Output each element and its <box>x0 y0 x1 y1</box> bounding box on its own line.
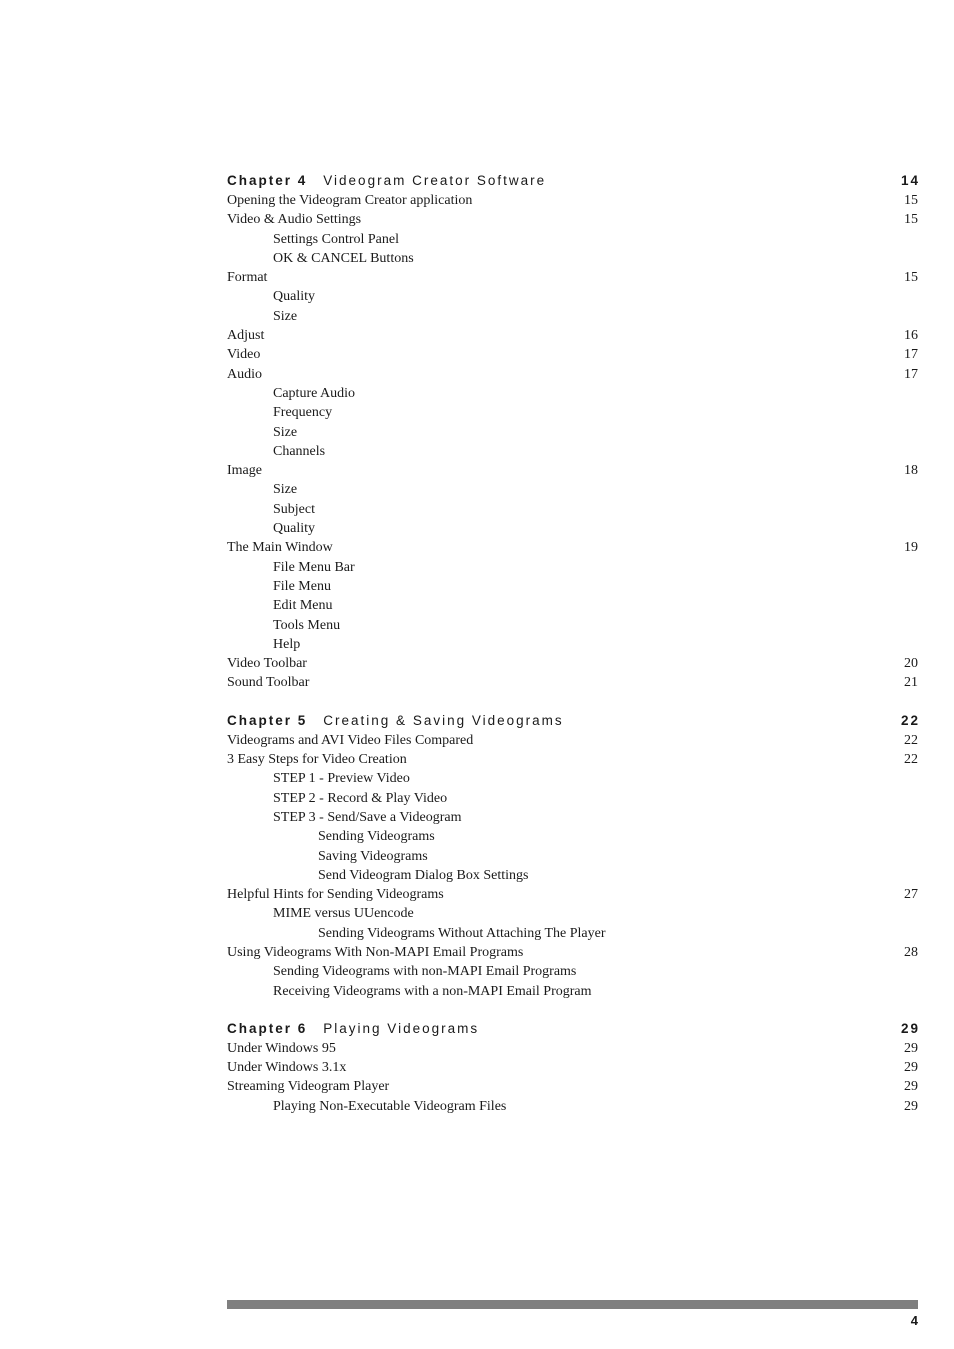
toc-entry-title: Sending Videograms Without Attaching The Player <box>318 925 606 941</box>
toc-entry-title: Capture Audio <box>273 385 356 401</box>
chapter-page-number: 22 <box>900 712 920 728</box>
toc-entry-page: 19 <box>904 540 918 556</box>
toc-entry-level-2[interactable] <box>227 558 918 577</box>
toc-entry-title: Subject <box>273 501 315 517</box>
toc-entry-level-2[interactable] <box>227 596 918 615</box>
toc-entry-level-1[interactable] <box>227 654 918 673</box>
toc-entry-page: 27 <box>904 887 918 903</box>
chapter-label: Chapter 4 <box>227 173 308 188</box>
chapter-label: Chapter 6 <box>227 1020 308 1036</box>
toc-entry-level-1[interactable] <box>227 731 918 750</box>
toc-entry-title: Sending Videograms <box>318 829 435 845</box>
chapter-label: Chapter 5 <box>227 712 308 728</box>
toc-entry-level-1[interactable] <box>227 210 918 229</box>
toc-entry-level-1[interactable] <box>227 191 918 210</box>
toc-entry-title: The Main Window <box>227 540 333 556</box>
toc-entry-title: Sending Videograms with non-MAPI Email Programs <box>273 964 577 980</box>
toc-entry-page: 22 <box>904 752 918 768</box>
toc-entry-title: Saving Videograms <box>318 848 428 864</box>
toc-entry-level-2[interactable] <box>227 287 918 306</box>
toc-entry-level-3[interactable] <box>227 866 918 885</box>
toc-entry-level-3[interactable] <box>227 924 918 943</box>
toc-entry-level-1[interactable] <box>227 673 918 692</box>
toc-entry-title: Tools Menu <box>273 617 341 633</box>
toc-entry-title: Settings Control Panel <box>273 231 399 247</box>
toc-entry-title: File Menu Bar <box>273 559 355 575</box>
toc-entry-level-2[interactable] <box>227 500 918 519</box>
toc-entry-title: Size <box>273 482 298 498</box>
toc-entry-title: MIME versus UUencode <box>273 906 414 922</box>
toc-entry-title: Adjust <box>227 328 265 344</box>
toc-entry-page: 20 <box>904 656 918 672</box>
toc-entry-page: 15 <box>904 212 918 228</box>
toc-entry-title: Using Videograms With Non-MAPI Email Programs <box>227 944 524 960</box>
toc-entry-title: Helpful Hints for Sending Videograms <box>227 887 444 903</box>
chapter-heading[interactable] <box>227 711 918 731</box>
toc-entry-level-2[interactable] <box>227 616 918 635</box>
toc-entry-level-1[interactable] <box>227 1058 918 1077</box>
toc-entry-level-1[interactable] <box>227 365 918 384</box>
toc-entry-page: 17 <box>904 366 918 382</box>
toc-entry-title: Video Toolbar <box>227 656 307 672</box>
chapter-title: Videogram Creator Software <box>323 173 547 188</box>
toc-entry-title: Edit Menu <box>273 598 333 614</box>
toc-entry-page: 29 <box>904 1098 918 1114</box>
toc-entry-level-1[interactable] <box>227 268 918 287</box>
toc-entry-page: 15 <box>904 270 918 286</box>
toc-entry-level-1[interactable] <box>227 750 918 769</box>
chapter-title-group <box>227 171 546 191</box>
toc-entry-title: Playing Non-Executable Videogram Files <box>273 1098 507 1114</box>
toc-entry-level-1[interactable] <box>227 1077 918 1096</box>
toc-entry-page: 28 <box>904 944 918 960</box>
chapter-page-number: 14 <box>900 173 920 188</box>
toc-entry-title: STEP 2 - Record & Play Video <box>273 790 448 806</box>
toc-entry-level-2[interactable] <box>227 403 918 422</box>
toc-entry-page: 29 <box>904 1060 918 1076</box>
toc-entry-page: 18 <box>904 463 918 479</box>
toc-entry-title: Quality <box>273 521 315 537</box>
toc-entry-title: OK & CANCEL Buttons <box>273 250 414 266</box>
toc-entry-level-1[interactable] <box>227 538 918 557</box>
toc-entry-title: Format <box>227 270 268 286</box>
toc-entry-title: File Menu <box>273 578 331 594</box>
chapter-title-group <box>227 711 564 731</box>
toc-entry-title: Video <box>227 347 261 363</box>
chapter-spacer <box>227 693 918 711</box>
table-of-contents <box>227 171 918 1116</box>
toc-entry-title: Send Videogram Dialog Box Settings <box>318 867 529 883</box>
toc-entry-title: Image <box>227 463 262 479</box>
toc-entry-level-1[interactable] <box>227 1039 918 1058</box>
footer-divider-bar <box>227 1300 918 1309</box>
toc-entry-title: Under Windows 3.1x <box>227 1060 347 1076</box>
toc-entry-level-2[interactable] <box>227 519 918 538</box>
toc-entry-level-1[interactable] <box>227 326 918 345</box>
toc-entry-level-3[interactable] <box>227 847 918 866</box>
toc-entry-level-1[interactable] <box>227 345 918 364</box>
toc-entry-page: 17 <box>904 347 918 363</box>
toc-entry-title: Streaming Videogram Player <box>227 1079 390 1095</box>
toc-entry-title: Under Windows 95 <box>227 1040 336 1056</box>
toc-entry-level-2[interactable] <box>227 769 918 788</box>
chapter-title-group <box>227 1019 479 1039</box>
toc-entry-level-2[interactable] <box>227 480 918 499</box>
toc-entry-title: Help <box>273 636 301 652</box>
toc-entry-level-2[interactable] <box>227 442 918 461</box>
toc-entry-title: Video & Audio Settings <box>227 212 362 228</box>
toc-entry-level-2[interactable] <box>227 307 918 326</box>
toc-entry-level-2[interactable] <box>227 808 918 827</box>
toc-entry-title: Sound Toolbar <box>227 675 310 691</box>
toc-entry-level-2[interactable] <box>227 1097 918 1116</box>
toc-entry-level-3[interactable] <box>227 827 918 846</box>
page-number: 4 <box>910 1313 918 1328</box>
toc-entry-level-2[interactable] <box>227 962 918 981</box>
toc-entry-title: Frequency <box>273 405 333 421</box>
chapter-spacer <box>227 1001 918 1019</box>
toc-entry-title: Videograms and AVI Video Files Compared <box>227 732 474 748</box>
toc-entry-level-2[interactable] <box>227 904 918 923</box>
toc-entry-title: Opening the Videogram Creator application <box>227 193 473 208</box>
toc-entry-page: 29 <box>904 1040 918 1056</box>
toc-entry-level-2[interactable] <box>227 789 918 808</box>
toc-entry-level-2[interactable] <box>227 635 918 654</box>
toc-entry-level-2[interactable] <box>227 384 918 403</box>
toc-entry-level-2[interactable] <box>227 982 918 1001</box>
toc-entry-page: 16 <box>904 328 918 344</box>
chapter-title: Playing Videograms <box>323 1020 480 1036</box>
toc-entry-title: STEP 1 - Preview Video <box>273 771 410 787</box>
toc-entry-level-1[interactable] <box>227 885 918 904</box>
toc-entry-page: 22 <box>904 732 918 748</box>
toc-entry-page: 21 <box>904 675 918 691</box>
toc-entry-page: 29 <box>904 1079 918 1095</box>
toc-entry-title: 3 Easy Steps for Video Creation <box>227 752 407 768</box>
toc-entry-title: Channels <box>273 443 326 459</box>
toc-entry-title: Audio <box>227 366 262 382</box>
chapter-heading[interactable] <box>227 1019 918 1039</box>
toc-entry-level-2[interactable] <box>227 249 918 268</box>
chapter-heading[interactable] <box>227 171 918 191</box>
toc-entry-title: Size <box>273 424 298 440</box>
toc-entry-level-2[interactable] <box>227 577 918 596</box>
toc-entry-level-1[interactable] <box>227 943 918 962</box>
toc-entry-level-2[interactable] <box>227 423 918 442</box>
toc-entry-title: Quality <box>273 289 315 305</box>
toc-entry-page: 15 <box>904 193 918 208</box>
toc-entry-title: Receiving Videograms with a non-MAPI Email Program <box>273 983 592 999</box>
toc-entry-title: STEP 3 - Send/Save a Videogram <box>273 809 462 825</box>
chapter-page-number: 29 <box>900 1020 920 1036</box>
toc-entry-title: Size <box>273 308 298 324</box>
toc-entry-level-2[interactable] <box>227 230 918 249</box>
toc-entry-level-1[interactable] <box>227 461 918 480</box>
chapter-title: Creating & Saving Videograms <box>323 712 564 728</box>
